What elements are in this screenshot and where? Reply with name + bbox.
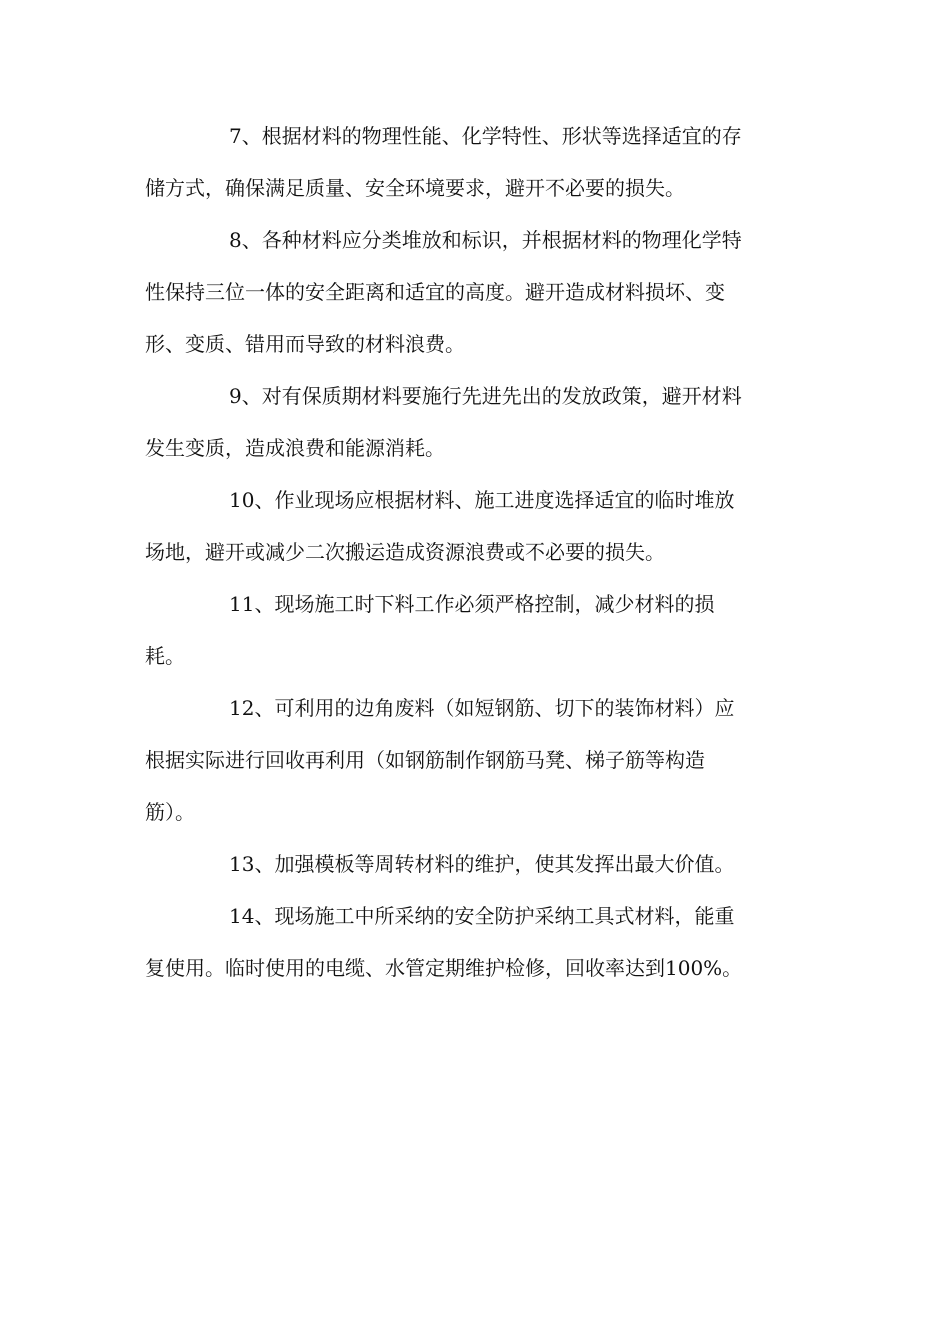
paragraph-8: 8、各种材料应分类堆放和标识，并根据材料的物理化学特 性保持三位一体的安全距离和适宜的高度。避开造成材料损坏、变 形、变质、错用而导致的材料浪费。 <box>145 228 742 356</box>
document-body <box>145 110 805 994</box>
paragraph-12: 12、可利用的边角废料（如短钢筋、切下的装饰材料）应 根据实际进行回收再利用（如钢筋制作钢筋马凳、梯子筋等构造 筋）。 <box>145 696 735 824</box>
paragraph-14: 14、现场施工中所采纳的安全防护采纳工具式材料，能重 复使用。临时使用的电缆、水管定期维护检修，回收率达到100%。 <box>145 904 743 980</box>
paragraph-9: 9、对有保质期材料要施行先进先出的发放政策，避开材料 发生变质，造成浪费和能源消耗。 <box>145 384 742 460</box>
paragraph-13: 13、加强模板等周转材料的维护，使其发挥出最大价值。 <box>229 852 735 876</box>
paragraph-7: 7、根据材料的物理性能、化学特性、形状等选择适宜的存 储方式，确保满足质量、安全环境要求，避开不必要的损失。 <box>145 124 742 200</box>
paragraph-11: 11、现场施工时下料工作必须严格控制，减少材料的损 耗。 <box>145 592 715 668</box>
paragraph-10: 10、作业现场应根据材料、施工进度选择适宜的临时堆放 场地，避开或减少二次搬运造成资源浪费或不必要的损失。 <box>145 488 735 564</box>
